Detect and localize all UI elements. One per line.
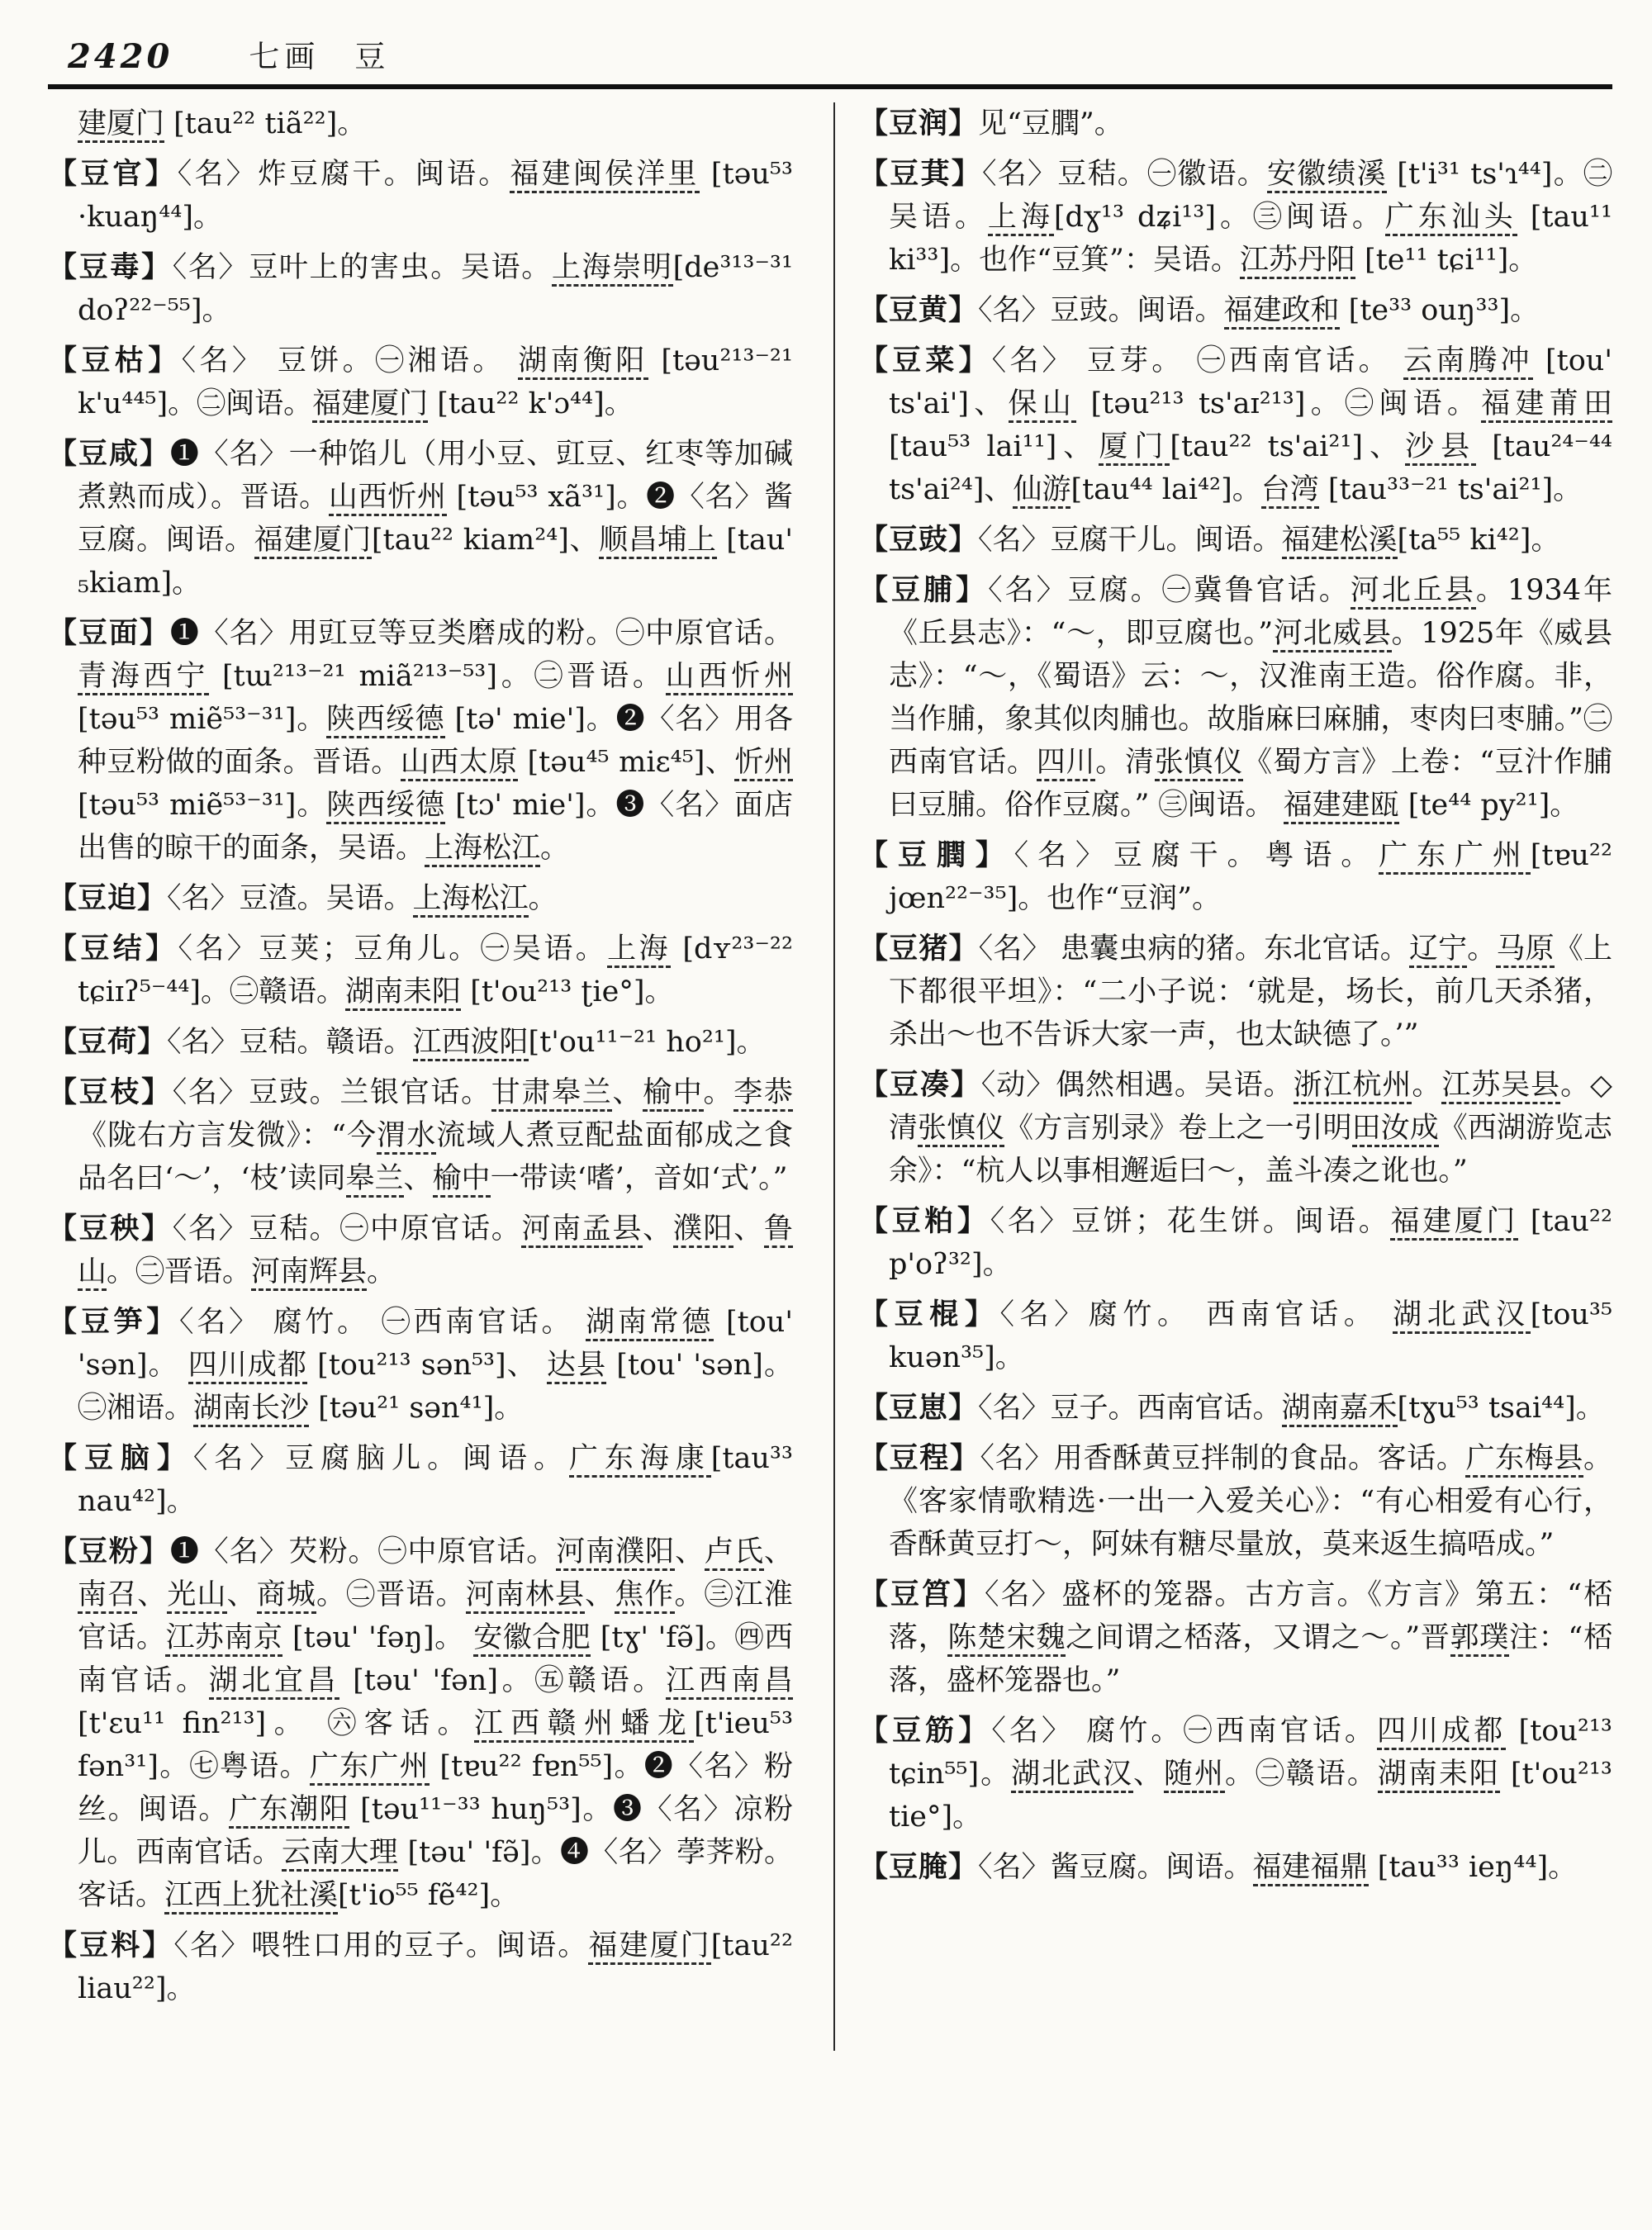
body-text: [tou' ts'ai']、 xyxy=(889,344,1612,420)
entry-headword: 【豆结】 xyxy=(48,932,178,966)
body-text: 。◇清 xyxy=(889,1069,1612,1145)
body-text: [tau' ₅kiam]。 xyxy=(78,524,793,600)
proper-name: 江西上犹社溪 xyxy=(164,1879,338,1914)
body-text: [dɣ¹³ dʑi¹³]。㊂闽语。 xyxy=(1053,201,1385,234)
dict-entry xyxy=(859,834,1612,920)
proper-name: 保山 xyxy=(1009,387,1077,423)
body-text: 〈名〉豆子。西南官话。 xyxy=(978,1392,1282,1425)
proper-name: 山西忻州 xyxy=(329,481,447,516)
dict-entry xyxy=(859,1200,1612,1286)
proper-name: 广东广州 xyxy=(1379,839,1531,875)
body-text: 。《客家情歌精选·一出一入爱关心》：“有心相爱有心行，香酥黄豆打～，阿妹有糖尽量放，莫来返生搞唔成。” xyxy=(889,1442,1612,1561)
dict-entry xyxy=(48,433,793,605)
body-text: [tɐu²² fɐn⁵⁵]。❷〈名〉粉丝。闽语。 xyxy=(78,1750,793,1826)
entry-headword: 【豆粉】 xyxy=(48,1535,170,1568)
proper-name: 张慎仪 xyxy=(1155,746,1243,781)
proper-name: 江苏丹阳 xyxy=(1240,244,1355,279)
proper-name: 陕西绥德 xyxy=(326,703,444,738)
body-text: 。㊁赣语。 xyxy=(1224,1758,1378,1791)
entry-headword: 【豆脯】 xyxy=(859,573,989,607)
body-text: [ta⁵⁵ ki⁴²]。 xyxy=(1397,524,1560,557)
body-text: 〈名〉豆腐。㊀冀鲁官话。 xyxy=(988,574,1351,607)
entry-headword: 【豆秧】 xyxy=(48,1212,173,1245)
body-text: [tau⁵³ lai¹¹]、 xyxy=(889,430,1099,463)
proper-name: 沙县 xyxy=(1405,430,1476,466)
body-text: [te¹¹ tɕi¹¹]。 xyxy=(1355,244,1538,277)
dict-entry xyxy=(48,1437,793,1523)
proper-name: 江苏吴县 xyxy=(1441,1069,1560,1104)
body-text: 〈名〉 腐竹。㊀西南官话。 xyxy=(991,1715,1377,1748)
body-text: ❶〈名〉用豇豆等豆类磨成的粉。㊀中原官话。 xyxy=(169,617,793,650)
body-text: [təu⁵³ xã³¹]。❷〈名〉酱豆腐。闽语。 xyxy=(78,481,793,557)
proper-name: 安徽合肥 xyxy=(473,1621,591,1657)
body-text: [tɐu²² jœn²²⁻³⁵]。也作“豆润”。 xyxy=(889,839,1612,915)
entry-headword: 【豆迫】 xyxy=(48,881,168,915)
body-text: [tou' 'sən]。 xyxy=(78,1306,793,1382)
body-text: 〈名〉豆腐脑儿。闽语。 xyxy=(192,1442,569,1475)
dict-entry xyxy=(859,289,1612,332)
entry-headword: 【豆咸】 xyxy=(48,437,170,471)
dict-entry xyxy=(859,102,1612,145)
proper-name: 青海西宁 xyxy=(78,660,209,695)
column-right xyxy=(859,102,1612,2018)
body-text: 〈名〉豆秸。㊀徽语。 xyxy=(981,158,1267,191)
body-text: 之间谓之桮落，又谓之～。”晋 xyxy=(1066,1621,1450,1654)
dict-entry xyxy=(48,612,793,870)
body-text: 、 xyxy=(612,1076,643,1109)
body-text: [tau²² p'oʔ³²]。 xyxy=(889,1205,1612,1281)
body-text: [te³³ ouŋ³³]。 xyxy=(1339,294,1540,327)
dict-entry xyxy=(859,1064,1612,1193)
entry-headword: 【豆黄】 xyxy=(859,293,979,327)
proper-name: 陕西绥德 xyxy=(326,789,445,824)
body-text: 〈名〉豆秸。赣语。 xyxy=(167,1026,413,1059)
body-text: [təu²¹³⁻²¹ k'u⁴⁴⁵]。㊁闽语。 xyxy=(78,344,793,420)
body-text: [təu⁵³ ·kuaŋ⁴⁴]。 xyxy=(78,158,793,234)
body-text: [tau³³ ieŋ⁴⁴]。 xyxy=(1368,1851,1578,1884)
entry-headword: 【豆崽】 xyxy=(859,1391,979,1425)
entry-headword: 【豆脑】 xyxy=(48,1441,193,1475)
body-text: 。㊁晋语。 xyxy=(316,1578,466,1611)
entry-headword: 【豆程】 xyxy=(859,1441,980,1475)
entry-headword: 【豆面】 xyxy=(48,616,170,650)
body-text: [tau³³⁻²¹ ts'ai²¹]。 xyxy=(1318,473,1583,506)
body-text: 见“豆膶”。 xyxy=(978,107,1123,140)
column-left xyxy=(48,102,793,2018)
body-text: 、 xyxy=(585,1578,615,1611)
entry-headword: 【豆猪】 xyxy=(859,932,979,966)
dict-entry xyxy=(859,339,1612,511)
proper-name: 湖南衡阳 xyxy=(518,344,648,380)
entry-headword: 【豆枝】 xyxy=(48,1075,173,1109)
proper-name: 张慎仪 xyxy=(918,1112,1004,1147)
proper-name: 甘肃皋兰 xyxy=(491,1076,613,1112)
body-text: [tou³⁵ kuən³⁵]。 xyxy=(889,1298,1612,1374)
proper-name: 福建厦门 xyxy=(1390,1205,1518,1241)
entry-headword: 【豆毒】 xyxy=(48,250,173,284)
proper-name: 湖南耒阳 xyxy=(345,975,461,1011)
body-text: 流域人煮豆配盐面郁成之食品名曰‘～’，‘枝’读同 xyxy=(78,1119,793,1195)
body-text: 、 xyxy=(733,1212,764,1245)
body-text: 。 xyxy=(1412,1069,1442,1102)
body-text: 《上下都很平坦》：“二小子说：‘就是，场长，前几天杀猪，杀出～也不告诉大家一声，也太缺德了。’” xyxy=(889,932,1612,1051)
body-text: 〈动〉偶然相遇。吴语。 xyxy=(980,1069,1294,1102)
body-text: [tɔ' mie']。❸〈名〉面店出售的晾干的面条，吴语。 xyxy=(78,789,793,865)
body-text: 。 xyxy=(528,882,558,915)
body-text: [tau²⁴⁻⁴⁴ ts'ai²⁴]、 xyxy=(889,430,1612,506)
proper-name: 江西赣州蟠龙 xyxy=(474,1707,694,1743)
proper-name: 湖南常德 xyxy=(586,1306,714,1341)
proper-name: 安徽绩溪 xyxy=(1267,158,1387,193)
proper-name: 随州 xyxy=(1164,1758,1225,1793)
dict-entry xyxy=(48,1021,793,1064)
dict-entry xyxy=(859,1437,1612,1566)
proper-name: 广东广州 xyxy=(310,1750,430,1786)
body-text: 〈名〉豆饼；花生饼。闽语。 xyxy=(990,1205,1391,1238)
proper-name: 马原 xyxy=(1496,932,1554,968)
body-text: [t'io⁵⁵ fẽ⁴²]。 xyxy=(338,1879,520,1912)
proper-name: 湖南嘉禾 xyxy=(1282,1392,1398,1427)
body-text: 。 xyxy=(1467,932,1497,966)
proper-name: 顺昌埔上 xyxy=(599,524,716,559)
entry-headword: 【豆料】 xyxy=(48,1929,174,1962)
proper-name: 卢氏 xyxy=(705,1535,764,1571)
entry-headword: 【豆筋】 xyxy=(859,1714,992,1748)
dict-entry xyxy=(48,928,793,1013)
proper-name: 濮阳 xyxy=(673,1212,733,1248)
proper-name: 皋兰 xyxy=(346,1162,404,1198)
page-header xyxy=(48,12,1612,76)
proper-name: 湖北武汉 xyxy=(1011,1758,1133,1793)
body-text: 。㊂江淮官话。 xyxy=(78,1578,793,1654)
entry-headword: 【豆萁】 xyxy=(859,157,982,191)
proper-name: 福建厦门 xyxy=(588,1929,710,1965)
body-text: 〈名〉酱豆腐。闽语。 xyxy=(978,1851,1253,1884)
proper-name: 辽宁 xyxy=(1409,932,1467,968)
body-text: 《蜀方言》上卷：“豆汁作脯曰豆脯。俗作豆腐。” ㊂闽语。 xyxy=(889,746,1612,822)
body-text: [tau²² ts'ai²¹]、 xyxy=(1170,430,1406,463)
proper-name: 广东海康 xyxy=(569,1442,711,1478)
body-text: [tau¹¹ ki³³]。也作“豆箕”：吴语。 xyxy=(889,201,1612,277)
proper-name: 山西太原 xyxy=(401,746,518,781)
dict-entry xyxy=(859,153,1612,282)
body-text: [tau²² tiã²²]。 xyxy=(164,107,367,140)
proper-name: 商城 xyxy=(257,1578,316,1614)
proper-name: 福建松溪 xyxy=(1282,524,1398,559)
body-text: 《方言别录》卷上之一引明 xyxy=(1004,1112,1352,1145)
body-text: 。 xyxy=(540,832,570,865)
proper-name: 湖北武汉 xyxy=(1393,1298,1530,1334)
body-text: 。清 xyxy=(1095,746,1155,779)
body-text: [t'ou²¹³ ʈie°]。 xyxy=(461,975,674,1008)
dict-entry xyxy=(859,1846,1612,1889)
entry-headword: 【豆菜】 xyxy=(859,344,992,377)
body-text: [tɣ' 'fə̃]。㊃西南官话。 xyxy=(78,1621,793,1697)
body-text: 〈名〉豆秸。㊀中原官话。 xyxy=(172,1212,522,1245)
proper-name: 河北丘县 xyxy=(1351,574,1476,610)
body-text: ❶〈名〉一种馅儿（用小豆、豇豆、红枣等加碱煮熟而成）。晋语。 xyxy=(78,438,793,514)
proper-name: 上海崇明 xyxy=(552,251,673,287)
body-text: [t'ieu⁵³ fən³¹]。㊆粤语。 xyxy=(78,1707,793,1783)
dict-entry xyxy=(48,153,793,239)
body-text: 〈名〉豆豉。兰银官话。 xyxy=(172,1076,491,1109)
body-text: 。1925年《威县志》：“～，《蜀语》云：～，汉淮南王造。俗作腐。非，当作脯，象其似肉脯也。故脂麻曰麻脯，枣肉曰枣脯。”㊁西南官话。 xyxy=(889,617,1612,779)
body-text: 、 xyxy=(675,1535,705,1568)
body-text: 〈名〉盛杯的笼器。古方言。《方言》第五：“桮落， xyxy=(889,1578,1612,1654)
proper-name: 江西南昌 xyxy=(666,1664,793,1700)
body-text: [tou' 'sən]。㊁湘语。 xyxy=(78,1349,793,1425)
body-text: 《西湖游览志余》：“杭人以事相邂逅曰～，盖斗凑之讹也。” xyxy=(889,1112,1612,1188)
body-text: 、 xyxy=(403,1162,433,1195)
stroke-section-label: 七画 xyxy=(249,39,320,74)
body-text: [t'ou¹¹⁻²¹ ho²¹]。 xyxy=(528,1026,766,1059)
dict-entry xyxy=(48,339,793,425)
dict-entry xyxy=(859,928,1612,1056)
body-text: 注：“桮落，盛杯笼器也。” xyxy=(889,1621,1612,1697)
proper-name: 台湾 xyxy=(1261,473,1319,509)
proper-name: 上海松江 xyxy=(425,832,540,867)
dict-entry xyxy=(48,1924,793,2010)
entry-headword: 【豆凑】 xyxy=(859,1068,981,1102)
proper-name: 建厦门 xyxy=(78,107,164,143)
entry-headword: 【豆棍】 xyxy=(859,1298,1000,1331)
header-rule xyxy=(48,84,1612,89)
body-text: [t'ou²¹³ tie°]。 xyxy=(889,1758,1612,1834)
proper-name: 河北威县 xyxy=(1273,617,1391,652)
proper-name: 福建福鼎 xyxy=(1253,1851,1369,1886)
proper-name: 李恭 xyxy=(733,1076,793,1112)
body-text: [t'ɛu¹¹ fin²¹³]。 ㊅客话。 xyxy=(78,1707,474,1740)
body-text: [tou²¹³ sən⁵³]、 xyxy=(307,1349,548,1382)
proper-name: 山西忻州 xyxy=(666,660,793,695)
body-text: 〈名〉豆渣。吴语。 xyxy=(167,882,413,915)
body-text: 、 xyxy=(137,1578,168,1611)
proper-name: 云南大理 xyxy=(282,1836,398,1872)
body-text: [təu⁴⁵ miɛ⁴⁵]、 xyxy=(517,746,735,779)
dict-entry xyxy=(859,1293,1612,1379)
proper-name: 浙江杭州 xyxy=(1294,1069,1412,1104)
body-text: 〈名〉 豆饼。㊀湘语。 xyxy=(181,344,519,377)
dict-entry xyxy=(48,1071,793,1200)
proper-name: 四川 xyxy=(1037,746,1096,781)
body-text: 〈名〉 豆芽。 ㊀西南官话。 xyxy=(991,344,1404,377)
entry-headword: 【豆筥】 xyxy=(859,1578,985,1611)
body-text: [təu⁵³ miẽ⁵³⁻³¹]。 xyxy=(78,703,327,736)
body-text: 〈名〉豆豉。闽语。 xyxy=(978,294,1224,327)
entry-headword: 【豆官】 xyxy=(48,157,178,191)
body-text: [təu' 'fən]。㊄赣语。 xyxy=(339,1664,666,1697)
proper-name: 郭璞 xyxy=(1450,1621,1509,1657)
proper-name: 福建莆田 xyxy=(1481,387,1612,423)
page-number: 2420 xyxy=(68,37,173,76)
body-text: 〈名〉 腐竹。 ㊀西南官话。 xyxy=(179,1306,586,1339)
body-text: 。1934年《丘县志》：“～，即豆腐也。” xyxy=(889,574,1612,650)
dict-entry xyxy=(859,1573,1612,1702)
body-text: 〈名〉用香酥黄豆拌制的食品。客话。 xyxy=(980,1442,1466,1475)
entry-headword: 【豆膶】 xyxy=(859,838,1014,872)
body-text: [təu⁵³ miẽ⁵³⁻³¹]。 xyxy=(78,789,327,822)
proper-name: 河南濮阳 xyxy=(556,1535,675,1571)
proper-name: 上海 xyxy=(988,201,1054,236)
column-divider xyxy=(833,102,835,2051)
body-text: 。 xyxy=(367,1255,396,1288)
body-text: 。 xyxy=(703,1076,734,1109)
two-column-body xyxy=(48,102,1612,2018)
entry-headword: 【豆润】 xyxy=(859,107,979,140)
proper-name: 南召 xyxy=(78,1578,137,1614)
body-text: [tə' mie']。❷〈名〉用各种豆粉做的面条。晋语。 xyxy=(78,703,793,779)
body-text: [dʏ²³⁻²² tɕiɪʔ⁵⁻⁴⁴]。㊁赣语。 xyxy=(78,932,793,1008)
entry-headword: 【豆枯】 xyxy=(48,344,182,377)
body-text: [tɯ²¹³⁻²¹ miã²¹³⁻⁵³]。㊁晋语。 xyxy=(209,660,666,693)
dict-entry xyxy=(859,1387,1612,1430)
proper-name: 榆中 xyxy=(433,1162,491,1198)
proper-name: 福建政和 xyxy=(1224,294,1340,330)
proper-name: 上海 xyxy=(607,932,671,968)
entry-headword: 【豆粕】 xyxy=(859,1204,990,1238)
proper-name: 焦作 xyxy=(615,1578,674,1614)
dict-entry xyxy=(48,1530,793,1917)
body-text: ❶〈名〉芡粉。㊀中原官话。 xyxy=(169,1535,557,1568)
body-text: 〈名〉炸豆腐干。闽语。 xyxy=(177,158,510,191)
body-text: [te⁴⁴ py²¹]。 xyxy=(1398,789,1579,822)
proper-name: 厦门 xyxy=(1099,430,1170,466)
body-text: [tɣu⁵³ tsai⁴⁴]。 xyxy=(1397,1392,1605,1425)
body-text: 。㊁晋语。 xyxy=(107,1255,252,1288)
entry-headword: 【豆腌】 xyxy=(859,1850,979,1884)
body-text: 〈名〉 患囊虫病的猪。东北官话。 xyxy=(978,932,1409,966)
proper-name: 福建厦门 xyxy=(312,387,428,423)
body-text: [tau⁴⁴ lai⁴²]。 xyxy=(1070,473,1261,506)
proper-name: 江苏南京 xyxy=(165,1621,282,1657)
body-text: [təu¹¹⁻³³ huŋ⁵³]。❸〈名〉凉粉儿。西南官话。 xyxy=(78,1793,793,1869)
body-text: 〈名〉豆腐干儿。闽语。 xyxy=(978,524,1282,557)
dict-entry xyxy=(859,1710,1612,1839)
proper-name: 渭水 xyxy=(377,1119,436,1155)
body-text: 、 xyxy=(1133,1758,1164,1791)
proper-name: 河南辉县 xyxy=(251,1255,367,1291)
proper-name: 仙游 xyxy=(1013,473,1070,509)
entry-headword: 【豆荷】 xyxy=(48,1025,168,1059)
proper-name: 达县 xyxy=(547,1349,606,1384)
proper-name: 湖北宜昌 xyxy=(209,1664,340,1700)
body-text: [təu' 'fəŋ]。 xyxy=(282,1621,474,1654)
proper-name: 广东汕头 xyxy=(1385,201,1517,236)
body-text: 〈名〉腐竹。 西南官话。 xyxy=(999,1298,1393,1331)
body-text: 〈名〉喂牲口用的豆子。闽语。 xyxy=(173,1929,589,1962)
body-text: [tau²² liau²²]。 xyxy=(78,1929,793,2005)
proper-name: 河南孟县 xyxy=(521,1212,643,1248)
entry-headword: 【豆豉】 xyxy=(859,523,979,557)
dict-entry xyxy=(859,519,1612,562)
proper-name: 广东潮阳 xyxy=(229,1793,349,1829)
dict-entry xyxy=(48,102,793,145)
dict-entry xyxy=(859,569,1612,827)
body-text: [təu²¹ sən⁴¹]。 xyxy=(309,1392,524,1425)
body-text: [tau²² kiam²⁴]、 xyxy=(371,524,600,557)
entry-headword: 【豆笋】 xyxy=(48,1305,179,1339)
body-text: [de³¹³⁻³¹ doʔ²²⁻⁵⁵]。 xyxy=(78,251,793,327)
body-text: [tou²¹³ tɕin⁵⁵]。 xyxy=(889,1715,1612,1791)
body-text: 《陇右方言发微》：“今 xyxy=(78,1119,377,1152)
proper-name: 陈楚宋魏 xyxy=(947,1621,1066,1657)
dict-entry xyxy=(48,246,793,332)
body-text: 、 xyxy=(763,1535,793,1568)
proper-name: 光山 xyxy=(167,1578,226,1614)
body-text: 〈名〉豆荚；豆角儿。㊀吴语。 xyxy=(178,932,608,966)
proper-name: 湖南长沙 xyxy=(193,1392,309,1427)
dict-entry xyxy=(48,877,793,920)
proper-name: 湖南耒阳 xyxy=(1378,1758,1500,1793)
proper-name: 上海松江 xyxy=(413,882,529,918)
body-text: [tau²² k'ɔ⁴⁴]。 xyxy=(428,387,634,420)
proper-name: 云南腾冲 xyxy=(1403,344,1533,380)
body-text: [t'i³¹ ts'ɿ⁴⁴]。㊁吴语。 xyxy=(889,158,1612,234)
proper-name: 四川成都 xyxy=(1377,1715,1506,1750)
dict-entry xyxy=(48,1208,793,1293)
body-text: 〈名〉豆腐干。粤语。 xyxy=(1014,839,1379,872)
proper-name: 忻州 xyxy=(734,746,793,781)
proper-name: 鲁山 xyxy=(78,1212,793,1291)
proper-name: 四川成都 xyxy=(188,1349,307,1384)
proper-name: 福建厦门 xyxy=(254,524,372,559)
proper-name: 广东梅县 xyxy=(1465,1442,1583,1478)
proper-name: 福建闽侯洋里 xyxy=(510,158,699,193)
body-text: [təu' 'fə̃]。❹〈名〉荸荠粉。客话。 xyxy=(78,1836,793,1912)
radical-label: 豆 xyxy=(354,39,386,74)
body-text: 〈名〉豆叶上的害虫。吴语。 xyxy=(172,251,552,284)
proper-name: 田汝成 xyxy=(1352,1112,1439,1147)
proper-name: 河南林县 xyxy=(466,1578,586,1614)
proper-name: 福建建瓯 xyxy=(1284,789,1399,824)
dict-entry xyxy=(48,1301,793,1430)
body-text: [təu²¹³ ts'aɪ²¹³]。㊁闽语。 xyxy=(1076,387,1482,420)
proper-name: 榆中 xyxy=(643,1076,703,1112)
body-text: [tau³³ nau⁴²]。 xyxy=(78,1442,793,1518)
proper-name: 江西波阳 xyxy=(413,1026,529,1061)
body-text: 、 xyxy=(226,1578,257,1611)
body-text: 、 xyxy=(643,1212,673,1245)
body-text: 一带读‘嗜’，音如‘式’。” xyxy=(490,1162,788,1195)
